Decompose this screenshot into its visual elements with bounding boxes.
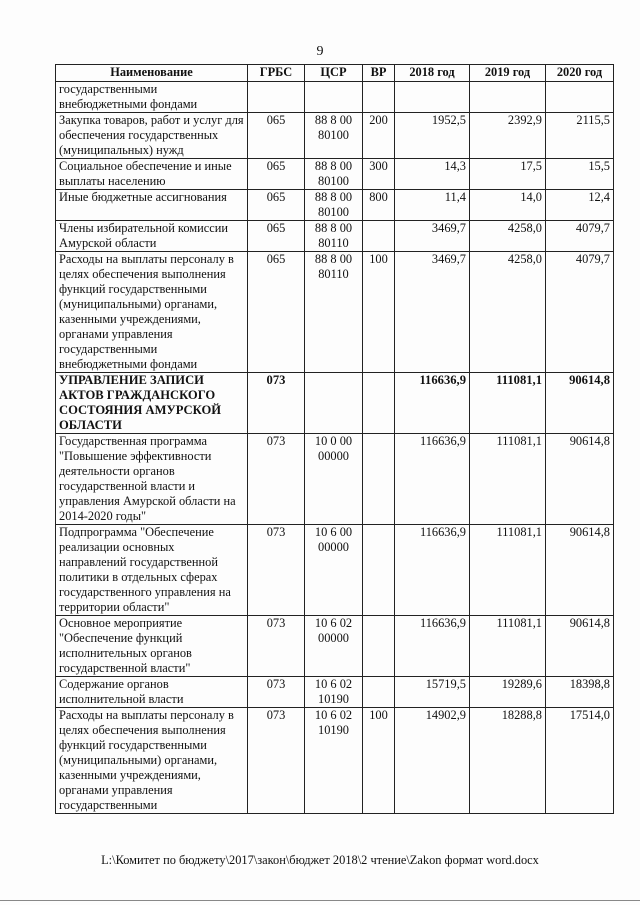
table-header-row bbox=[56, 65, 614, 82]
cell-vr: 800 bbox=[363, 190, 395, 221]
cell-2018: 3469,7 bbox=[395, 221, 470, 252]
cell-csr bbox=[305, 373, 363, 434]
cell-2020: 4079,7 bbox=[546, 221, 614, 252]
cell-csr: 88 8 00 80110 bbox=[305, 221, 363, 252]
cell-2020: 15,5 bbox=[546, 159, 614, 190]
cell-2018: 116636,9 bbox=[395, 525, 470, 616]
cell-2018: 11,4 bbox=[395, 190, 470, 221]
cell-2020: 2115,5 bbox=[546, 113, 614, 159]
header-2020: 2020 год bbox=[546, 65, 614, 82]
cell-2018: 1952,5 bbox=[395, 113, 470, 159]
cell-2018: 3469,7 bbox=[395, 252, 470, 373]
cell-grbs: 073 bbox=[248, 677, 305, 708]
cell-vr: 300 bbox=[363, 159, 395, 190]
table-row bbox=[56, 434, 614, 525]
cell-2019: 19289,6 bbox=[470, 677, 546, 708]
cell-2019: 2392,9 bbox=[470, 113, 546, 159]
cell-vr bbox=[363, 616, 395, 677]
cell-vr bbox=[363, 525, 395, 616]
footer-file-path: L:\Комитет по бюджету\2017\закон\бюджет 2018\2 чтение\Zakon формат word.docx bbox=[101, 853, 539, 867]
cell-2018: 15719,5 bbox=[395, 677, 470, 708]
cell-grbs: 073 bbox=[248, 434, 305, 525]
cell-vr: 200 bbox=[363, 113, 395, 159]
cell-name: Государственная программа "Повышение эффективности деятельности органов государственной власти и управления Амурской области на 2014-2020 годы" bbox=[56, 434, 248, 525]
cell-2020: 90614,8 bbox=[546, 434, 614, 525]
table-row bbox=[56, 677, 614, 708]
table-row bbox=[56, 221, 614, 252]
table-row bbox=[56, 252, 614, 373]
cell-2019: 111081,1 bbox=[470, 525, 546, 616]
cell-name: Содержание органов исполнительной власти bbox=[56, 677, 248, 708]
cell-csr: 88 8 00 80100 bbox=[305, 190, 363, 221]
cell-2019: 14,0 bbox=[470, 190, 546, 221]
cell-name: Члены избирательной комиссии Амурской области bbox=[56, 221, 248, 252]
cell-2019 bbox=[470, 82, 546, 113]
cell-name: Подпрограмма "Обеспечение реализации основных направлений государственной политики в отдельных сферах государственного управления на территории области" bbox=[56, 525, 248, 616]
cell-vr bbox=[363, 221, 395, 252]
table-row bbox=[56, 190, 614, 221]
cell-2019: 17,5 bbox=[470, 159, 546, 190]
table-row bbox=[56, 616, 614, 677]
table-row bbox=[56, 373, 614, 434]
table-row bbox=[56, 159, 614, 190]
cell-2018: 14,3 bbox=[395, 159, 470, 190]
budget-table bbox=[55, 64, 614, 814]
cell-csr: 10 6 02 10190 bbox=[305, 677, 363, 708]
cell-2018 bbox=[395, 82, 470, 113]
cell-grbs bbox=[248, 82, 305, 113]
cell-2020: 90614,8 bbox=[546, 525, 614, 616]
cell-2018: 116636,9 bbox=[395, 434, 470, 525]
cell-2019: 111081,1 bbox=[470, 616, 546, 677]
cell-2018: 116636,9 bbox=[395, 616, 470, 677]
cell-name: Социальное обеспечение и иные выплаты населению bbox=[56, 159, 248, 190]
table-row bbox=[56, 525, 614, 616]
cell-csr: 10 0 00 00000 bbox=[305, 434, 363, 525]
cell-name: Основное мероприятие "Обеспечение функций исполнительных органов государственной власти" bbox=[56, 616, 248, 677]
cell-grbs: 073 bbox=[248, 616, 305, 677]
cell-2019: 4258,0 bbox=[470, 252, 546, 373]
cell-grbs: 065 bbox=[248, 113, 305, 159]
table-row bbox=[56, 708, 614, 814]
page-edge-divider bbox=[0, 900, 640, 901]
cell-vr: 100 bbox=[363, 708, 395, 814]
header-grbs: ГРБС bbox=[248, 65, 305, 82]
cell-2020: 17514,0 bbox=[546, 708, 614, 814]
table-row bbox=[56, 82, 614, 113]
cell-vr bbox=[363, 434, 395, 525]
cell-vr bbox=[363, 82, 395, 113]
header-2018: 2018 год bbox=[395, 65, 470, 82]
header-2019: 2019 год bbox=[470, 65, 546, 82]
cell-2020 bbox=[546, 82, 614, 113]
cell-2019: 111081,1 bbox=[470, 434, 546, 525]
cell-2020: 90614,8 bbox=[546, 616, 614, 677]
cell-2018: 116636,9 bbox=[395, 373, 470, 434]
page-number: 9 bbox=[316, 44, 324, 59]
cell-csr: 88 8 00 80110 bbox=[305, 252, 363, 373]
cell-2020: 18398,8 bbox=[546, 677, 614, 708]
cell-grbs: 073 bbox=[248, 525, 305, 616]
cell-csr: 10 6 02 00000 bbox=[305, 616, 363, 677]
cell-name: Закупка товаров, работ и услуг для обеспечения государственных (муниципальных) нужд bbox=[56, 113, 248, 159]
cell-2020: 12,4 bbox=[546, 190, 614, 221]
cell-name: Расходы на выплаты персоналу в целях обеспечения выполнения функций государственными (муниципальными) органами, казенными учреждениями, органами управления государственными внебюджетными фондами bbox=[56, 252, 248, 373]
cell-csr: 10 6 00 00000 bbox=[305, 525, 363, 616]
cell-vr bbox=[363, 677, 395, 708]
header-name: Наименование bbox=[56, 65, 248, 82]
cell-2018: 14902,9 bbox=[395, 708, 470, 814]
cell-2020: 90614,8 bbox=[546, 373, 614, 434]
cell-csr bbox=[305, 82, 363, 113]
cell-grbs: 065 bbox=[248, 190, 305, 221]
cell-grbs: 073 bbox=[248, 373, 305, 434]
cell-vr bbox=[363, 373, 395, 434]
header-vr: ВР bbox=[363, 65, 395, 82]
cell-name: Иные бюджетные ассигнования bbox=[56, 190, 248, 221]
cell-name: государственными внебюджетными фондами bbox=[56, 82, 248, 113]
cell-2019: 18288,8 bbox=[470, 708, 546, 814]
cell-csr: 88 8 00 80100 bbox=[305, 113, 363, 159]
cell-2019: 4258,0 bbox=[470, 221, 546, 252]
table-row bbox=[56, 113, 614, 159]
cell-csr: 88 8 00 80100 bbox=[305, 159, 363, 190]
cell-grbs: 065 bbox=[248, 252, 305, 373]
cell-vr: 100 bbox=[363, 252, 395, 373]
cell-csr: 10 6 02 10190 bbox=[305, 708, 363, 814]
cell-grbs: 073 bbox=[248, 708, 305, 814]
cell-2019: 111081,1 bbox=[470, 373, 546, 434]
cell-name: УПРАВЛЕНИЕ ЗАПИСИ АКТОВ ГРАЖДАНСКОГО СОСТОЯНИЯ АМУРСКОЙ ОБЛАСТИ bbox=[56, 373, 248, 434]
header-csr: ЦСР bbox=[305, 65, 363, 82]
cell-2020: 4079,7 bbox=[546, 252, 614, 373]
cell-grbs: 065 bbox=[248, 159, 305, 190]
cell-grbs: 065 bbox=[248, 221, 305, 252]
cell-name: Расходы на выплаты персоналу в целях обеспечения выполнения функций государственными (муниципальными) органами, казенными учреждениями, органами управления государственными bbox=[56, 708, 248, 814]
